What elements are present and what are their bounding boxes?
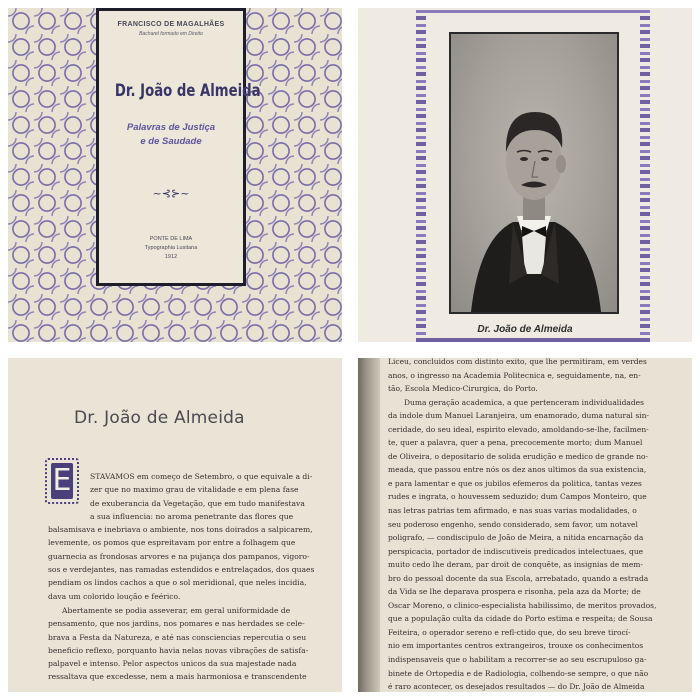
text-line: pensamento, que nos jardins, nos pomares e nas herdades se cele- — [48, 619, 305, 629]
cover-year: 1912 — [164, 254, 178, 260]
cover-printer: Typographia Lusitana — [144, 245, 198, 251]
text-line: poligrafo, — condiscipulo de João de Meira, a nitida encarnação da — [388, 533, 644, 543]
cover-author-subtitle: Bacharel formado em Direito — [139, 31, 203, 37]
text-line: que a população culta da cidade do Porto estima e respeita; de Sousa — [388, 614, 653, 624]
cover-title-card — [96, 8, 261, 286]
text-line: anos, o ingresso na Academia Politecnica e, seguidamente, na, en- — [388, 370, 641, 380]
text-line: indispensaveis que o habilitam a recorrer-se ao seu escrupuloso ga- — [388, 655, 647, 665]
page-gutter-shadow — [358, 358, 380, 692]
text-line: binete de Ortopedia e de Radiologia, colhendo-se sempre, o que não — [388, 668, 649, 678]
text-line: meada, que passou entre nós os dez anos ultimos da sua existencia, — [388, 465, 647, 475]
cover-title: Dr. João de Almeida — [114, 81, 261, 101]
text-line: bro do pessoal docente da sua Escola, arrebatado, quando a estrada — [388, 573, 649, 583]
text-line: a sua influencia: no aroma penetrante das flores que — [90, 511, 294, 521]
cover-subtitle-line1: Palavras de Justiça — [126, 122, 216, 133]
text-line: sos e verdejantes, nas ramadas estendidos e entrelaçados, dos quaes — [48, 565, 315, 575]
text-line: guarnecia as frondosas arvores e na pujança dos pampanos, vigoro- — [48, 551, 310, 561]
text-line: tão, Escola Medico-Cirurgica, do Porto. — [388, 384, 538, 394]
text-line: levemente, os pomos que espreitavam por entre a folhagem que — [48, 538, 296, 548]
text-line: da Vida se lhe deparava prospera e risonha, pela aza da Morte; de — [388, 587, 641, 597]
text-line: da indole dum Manuel Laranjeira, um enamorado, duma natural sin- — [388, 411, 649, 421]
text-line: zer que no maximo grau de vitalidade e em plena fase — [90, 485, 299, 495]
second-page-photo-panel — [358, 358, 692, 692]
flourish-ornament-icon: ~⊰⊱~ — [152, 187, 190, 200]
text-line: ceridade, do seu ideal, espirito elevado, amoldando-se-lhe, facilmen- — [388, 424, 649, 434]
text-line: te, quer a palavra, quer a pena, precocemente morto; dum Manuel — [388, 438, 643, 448]
cover-place: PONTE DE LIMA — [149, 236, 193, 242]
cover-author: FRANCISCO DE MAGALHÃES — [117, 21, 225, 28]
text-line: é raro acontecer, os desejados resultados — do Dr. João de Almeida — [388, 682, 645, 692]
text-line: pendiam os lindos cachos a que o sol meridional, que neles incidia, — [48, 578, 307, 588]
text-line: nas letras patrias tem afirmado, e nas suas varias modalidades, o — [388, 506, 637, 516]
text-line: brava a Festa da Natureza, e até nas consciencias repercutia o seu — [48, 632, 307, 642]
cover-subtitle-line2: e de Saudade — [140, 136, 202, 147]
text-line: muito cedo lhe deram, par droit de conquête, as insignias de mem- — [388, 560, 643, 570]
portrait-photo — [449, 32, 619, 314]
text-line: ressaltava que excedesse, nem a mais harmoniosa e transcendente — [48, 672, 307, 682]
text-line: dava um colorido loução e feérico. — [48, 591, 181, 601]
portrait-caption: Dr. João de Almeida — [477, 324, 573, 335]
second-page-text — [388, 358, 688, 692]
text-line: Feiteira, o operador sereno e refl-ctido que, do seu breve tirocí- — [388, 627, 631, 637]
portrait-illustration — [451, 34, 617, 312]
text-line: Oscar Moreno, o clinico-especialista habilissimo, de meritos provados, — [388, 600, 657, 610]
cover-imprint — [99, 235, 243, 262]
text-line: nio em importantes centros extrangeiros, trouxe os conhecimentos — [388, 641, 644, 651]
text-line: balsamisava e inebriava o ambiente, nos tons doirados a salpicarem, — [48, 525, 313, 535]
portrait-photo-panel — [358, 8, 692, 342]
text-line: Abertamente se podia asseverar, em geral uniformidade de — [62, 605, 291, 615]
first-page-text — [48, 470, 330, 684]
text-line: STAVAMOS em começo de Setembro, o que equivale a di- — [90, 472, 313, 481]
text-line: beneficio reflexo, porquanto havia nelas novas vibrações de satisfa- — [48, 645, 309, 655]
text-line: palpavel e intenso. Pelor aspectos unicos da sua majestade nada — [48, 659, 297, 669]
cover-subtitle — [99, 121, 243, 149]
first-page-photo-panel — [8, 358, 342, 692]
drop-cap-letter: E — [52, 463, 72, 498]
text-line: de exuberancia da Vegetação, que em tudo manifestava — [90, 498, 305, 508]
text-line: de Oliveira, o depositario de solida erudição e medico de grande no- — [388, 451, 649, 461]
cover-photo-panel — [8, 8, 342, 342]
text-line: Liceu, concluidos com distinto exito, que lhe permitiram, em verdes — [388, 358, 647, 366]
text-line: e para lamentar e que os jubilos efemeros da politica, tantas vezes — [388, 478, 642, 488]
text-line: perspicacia, portador de indiscutiveis predicados intelectuaes, que — [388, 546, 644, 556]
page-title: Dr. João de Almeida — [74, 408, 245, 428]
text-line: Duma geração academica, a que pertenceram individualidades — [404, 397, 644, 407]
text-line: rudes e ingrata, o houvessem seduzido; dum Campos Monteiro, que — [388, 492, 647, 502]
text-line: seu poderoso engenho, sendo considerado, sem favor, um notavel — [388, 519, 638, 529]
